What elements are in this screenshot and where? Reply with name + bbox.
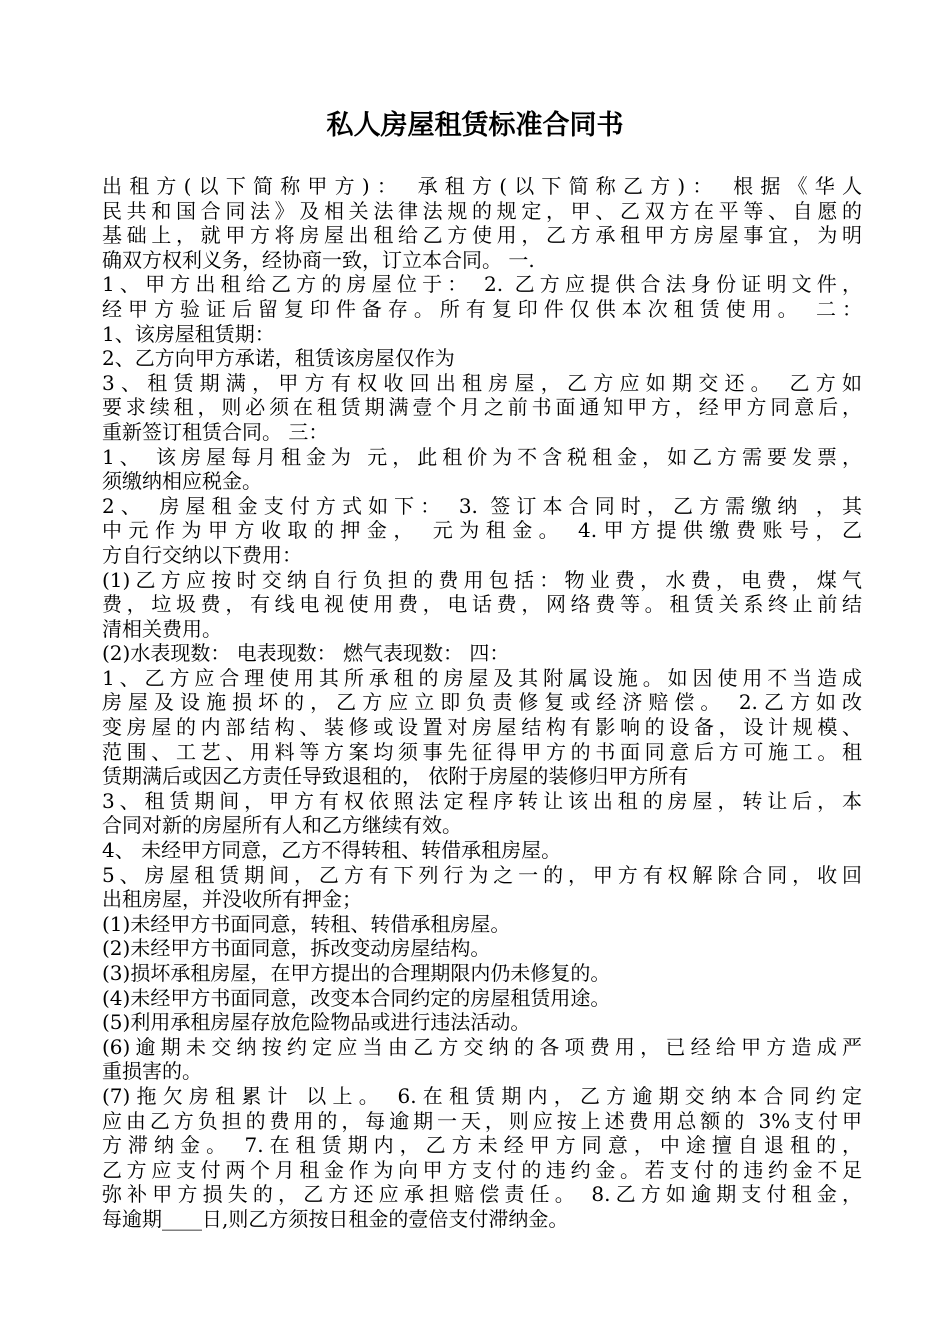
body-line: 清相关费用。 xyxy=(102,616,222,641)
body-line: 重新签订租赁合同。 三： xyxy=(102,419,329,444)
body-line: 3、租赁期间，甲方有权依照法定程序转让该出租的房屋，转让后，本 xyxy=(102,788,862,813)
body-line: 重损害的。 xyxy=(102,1059,202,1084)
body-line: (2)水表现数： 电表现数： 燃气表现数： 四： xyxy=(102,641,510,666)
body-line: 民共和国合同法》及相关法律法规的规定，甲、乙双方在平等、自愿的 xyxy=(102,198,862,223)
body-line: 房屋及设施损坏的，乙方应立即负责修复或经济赔偿。 2.乙方如改 xyxy=(102,690,862,715)
body-line: 2、乙方向甲方承诺，租赁该房屋仅作为 xyxy=(102,346,455,371)
body-line: 1、 该房屋每月租金为 元，此租价为不含税租金，如乙方需要发票， xyxy=(102,444,862,469)
body-line: 出租房屋，并没收所有押金； xyxy=(102,887,362,912)
body-line: 中元作为甲方收取的押金， 元为租金。 4.甲方提供缴费账号，乙 xyxy=(102,518,862,543)
body-line: 费，垃圾费，有线电视使用费，电话费，网络费等。租赁关系终止前结 xyxy=(102,592,862,617)
body-line: (2)未经甲方书面同意，拆改变动房屋结构。 xyxy=(102,936,491,961)
body-line: 出租方(以下简称甲方)： 承租方(以下简称乙方)： 根据《华人 xyxy=(102,174,862,198)
body-line: 5、房屋租赁期间，乙方有下列行为之一的，甲方有权解除合同，收回 xyxy=(102,862,862,887)
body-line: 合同对新的房屋所有人和乙方继续有效。 xyxy=(102,813,462,838)
body-line: (7)拖欠房租累计 以上。 6.在租赁期内，乙方逾期交纳本合同约定 xyxy=(102,1083,862,1108)
body-line: 方滞纳金。 7.在租赁期内，乙方未经甲方同意，中途擅自退租的， xyxy=(102,1133,862,1158)
body-line: 方自行交纳以下费用： xyxy=(102,542,302,567)
body-line: (3)损坏承租房屋，在甲方提出的合理期限内仍未修复的。 xyxy=(102,961,611,985)
body-line: 每逾期____日,则乙方须按日租金的壹倍支付滞纳金。 xyxy=(102,1206,569,1231)
body-line: (6)逾期未交纳按约定应当由乙方交纳的各项费用，已经给甲方造成严 xyxy=(102,1034,862,1059)
body-line: 1、甲方出租给乙方的房屋位于： 2. 乙方应提供合法身份证明文件， xyxy=(102,272,862,297)
body-line: 变房屋的内部结构、装修或设置对房屋结构有影响的设备，设计规模、 xyxy=(102,715,862,740)
body-line: 1、乙方应合理使用其所承租的房屋及其附属设施。如因使用不当造成 xyxy=(102,665,862,690)
body-line: 1、该房屋租赁期： xyxy=(102,321,275,346)
body-line: 须缴纳相应税金。 xyxy=(102,469,262,494)
body-line: (4)未经甲方书面同意，改变本合同约定的房屋租赁用途。 xyxy=(102,985,611,1010)
document-body xyxy=(102,174,862,1232)
body-line: (5)利用承租房屋存放危险物品或进行违法活动。 xyxy=(102,1010,531,1035)
body-line: 经甲方验证后留复印件备存。所有复印件仅供本次租赁使用。 二： xyxy=(102,296,862,321)
body-line: 确双方权利义务，经协商一致，订立本合同。 一. xyxy=(102,247,535,272)
document-title: 私人房屋租赁标准合同书 xyxy=(326,110,624,141)
body-line: (1)未经甲方书面同意，转租、转借承租房屋。 xyxy=(102,911,511,936)
body-line: 3、租赁期满，甲方有权收回出租房屋，乙方应如期交还。 乙方如 xyxy=(102,370,862,395)
body-line: 应由乙方负担的费用的，每逾期一天，则应按上述费用总额的 3%支付甲 xyxy=(102,1108,862,1133)
body-line: 赁期满后或因乙方责任导致退租的， 依附于房屋的装修归甲方所有 xyxy=(102,764,689,789)
body-line: 要求续租，则必须在租赁期满壹个月之前书面通知甲方，经甲方同意后， xyxy=(102,395,862,420)
body-line: 弥补甲方损失的，乙方还应承担赔偿责任。 8.乙方如逾期支付租金， xyxy=(102,1182,862,1207)
body-line: 基础上，就甲方将房屋出租给乙方使用，乙方承租甲方房屋事宜，为明 xyxy=(102,223,862,248)
body-line: 乙方应支付两个月租金作为向甲方支付的违约金。若支付的违约金不足 xyxy=(102,1157,862,1182)
body-line: (1)乙方应按时交纳自行负担的费用包括：物业费，水费，电费，煤气 xyxy=(102,567,862,592)
body-line: 2、 房屋租金支付方式如下： 3. 签订本合同时，乙方需缴纳 ，其 xyxy=(102,493,862,518)
body-line: 范围、工艺、用料等方案均须事先征得甲方的书面同意后方可施工。租 xyxy=(102,739,862,764)
body-line: 4、 未经甲方同意，乙方不得转租、转借承租房屋。 xyxy=(102,838,562,863)
